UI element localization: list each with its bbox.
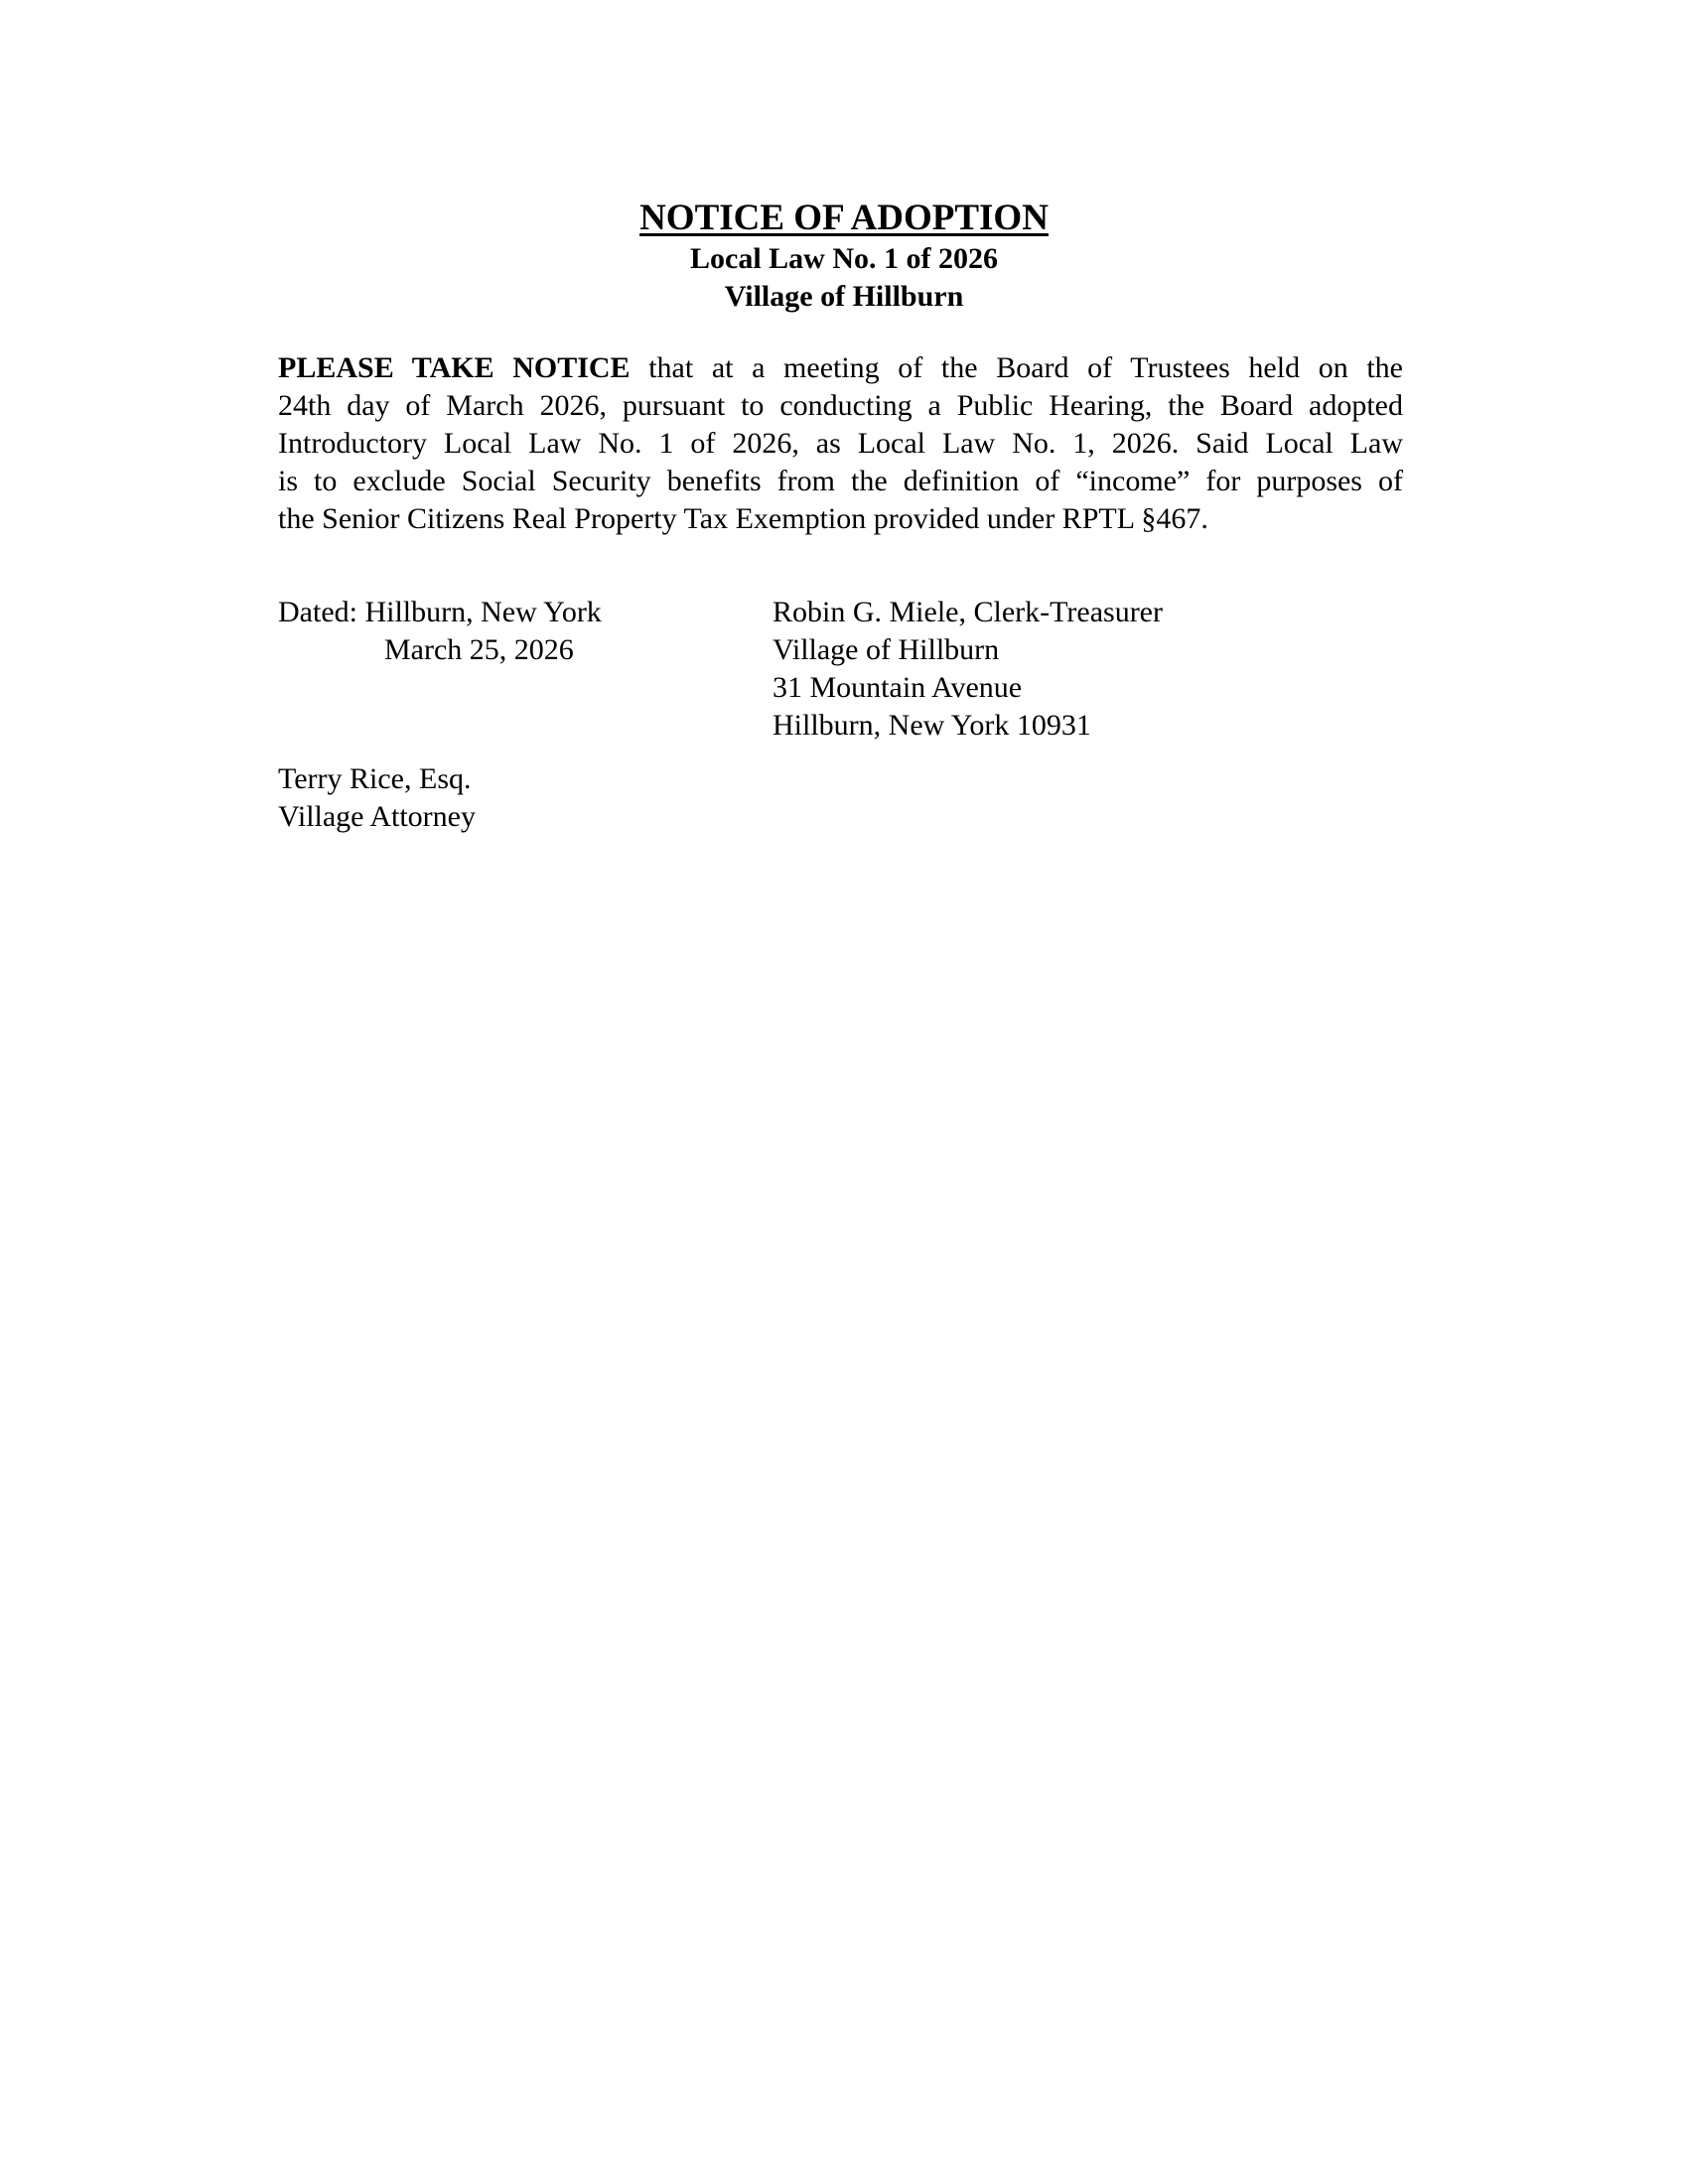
attorney-block (278, 760, 476, 836)
local-law-subtitle: Local Law No. 1 of 2026 (690, 242, 998, 275)
signer-name-title: Robin G. Miele, Clerk-Treasurer (773, 596, 1163, 628)
dated-block (278, 594, 602, 669)
attorney-name: Terry Rice, Esq. (278, 762, 472, 795)
village-subtitle: Village of Hillburn (724, 280, 964, 313)
signer-organization: Village of Hillburn (773, 633, 1000, 666)
signer-street: 31 Mountain Avenue (773, 671, 1023, 704)
attorney-title: Village Attorney (278, 800, 476, 833)
notice-line-1 (278, 349, 1403, 387)
notice-paragraph (278, 349, 1403, 538)
notice-heading (0, 197, 1688, 316)
signer-city-zip: Hillburn, New York 10931 (773, 709, 1091, 742)
notice-line-3: Introductory Local Law No. 1 of 2026, as Local Law No. 1, 2026. Said Local Law (278, 427, 1403, 460)
notice-line-5: the Senior Citizens Real Property Tax Exemption provided under RPTL §467. (278, 502, 1208, 535)
notice-title: NOTICE OF ADOPTION (639, 198, 1049, 238)
notice-line-1-text: that at a meeting of the Board of Trustees held on the (630, 351, 1403, 384)
dated-date: March 25, 2026 (384, 633, 574, 666)
notice-line-2: 24th day of March 2026, pursuant to conducting a Public Hearing, the Board adopted (278, 389, 1403, 422)
notice-line-4: is to exclude Social Security benefits from the definition of “income” for purposes of (278, 465, 1403, 497)
signer-block (773, 594, 1163, 745)
dated-place: Dated: Hillburn, New York (278, 596, 602, 628)
notice-lead: PLEASE TAKE NOTICE (278, 351, 631, 384)
